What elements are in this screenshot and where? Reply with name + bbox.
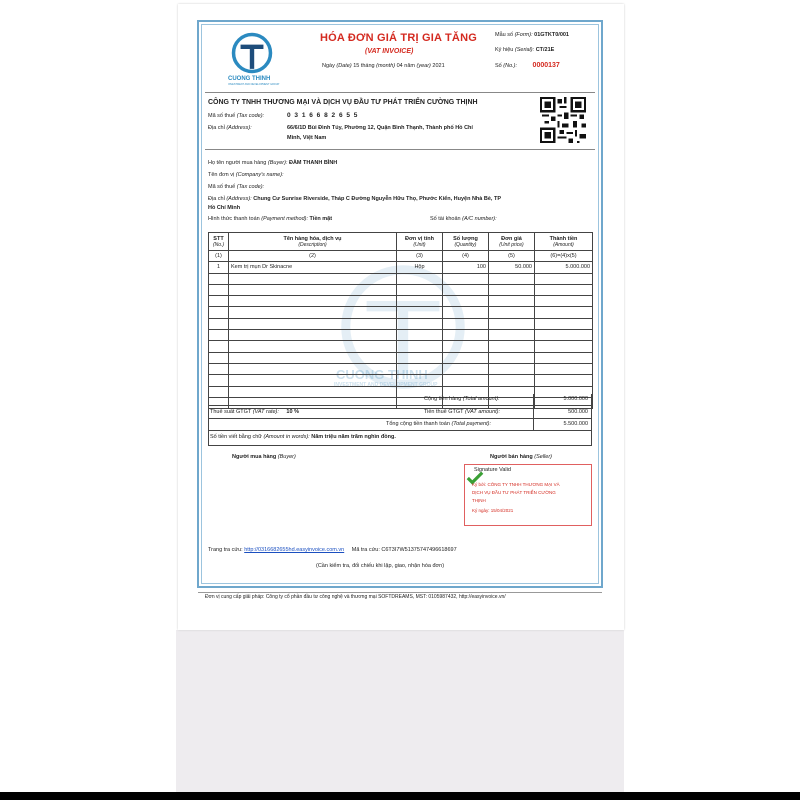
header-unit-price: Đơn giá (Unit price) <box>489 233 535 251</box>
vat-amount-label: Tiền thuế GTGT (VAT amount): <box>424 409 501 415</box>
empty-row <box>209 273 593 284</box>
empty-row <box>209 341 593 352</box>
footer-provider: Đơn vị cung cấp giải pháp: Công ty cổ phần đầu tư công nghệ và thương mại SOFTDREAMS, MST: 0105987432, http://easyinvoice.vn/ <box>205 594 506 600</box>
bottom-bar <box>0 792 800 800</box>
buyer-address-row: Địa chỉ (Address): Chung Cư Sunrise Riverside, Tháp C Đường Nguyễn Hữu Thọ, Phước Kiển, Huyện Nhà Bè, TP <box>208 196 501 202</box>
invoice-date: Ngày (Date) 15 tháng (month) 04 năm (year) 2021 <box>322 63 445 69</box>
header-quantity: Số lượng (Quantity) <box>443 233 489 251</box>
seller-tax-label: Mã số thuế (Tax code): <box>208 113 265 119</box>
buyer-company-row: Tên đơn vị (Company's name): <box>208 172 284 178</box>
empty-row <box>209 318 593 329</box>
seller-signature-label: Người bán hàng (Seller) <box>490 454 552 460</box>
watermark-tagline: INVESTMENT AND DEVELOPMENT GROUP <box>334 382 438 388</box>
seller-address-line2: Minh, Việt Nam <box>287 135 327 141</box>
subtotal-value: 5.000.000 <box>563 396 588 402</box>
lookup-row: Trang tra cứu: http://0316682655hd.easyinvoice.com.vn Mã tra cứu: C6T3I7W51375747496618697 <box>208 547 457 553</box>
header-unit: Đơn vị tính (Unit) <box>397 233 443 251</box>
index-row: (1) (2) (3) (4) (5) (6)=(4)x(5) <box>209 251 593 262</box>
empty-row <box>209 363 593 374</box>
table-row: 1 Kem trị mụn Dr Skinacne Hộp 100 50.000 5.000.000 <box>209 262 593 273</box>
subtotal-label: Cộng tiền hàng (Total amount): <box>424 396 500 402</box>
header-divider <box>205 92 595 93</box>
logo-tagline: INVESTMENT AND DEVELOPMENT GROUP <box>228 83 280 86</box>
payment-method-row: Hình thức thanh toán (Payment method): Tiền mặt <box>208 216 333 222</box>
form-number: Mẫu số (Form): 01GTKT0/001 <box>495 32 569 38</box>
header-description: Tên hàng hóa, dịch vụ (Description) <box>229 233 397 251</box>
watermark-brand: CUONG THINH <box>336 367 428 382</box>
seller-address-label: Địa chỉ (Address): <box>208 125 252 131</box>
signer-line1: Ký bởi: CÔNG TY TNHH THƯƠNG MẠI VÀ <box>472 482 560 487</box>
empty-row <box>209 296 593 307</box>
empty-row <box>209 330 593 341</box>
seller-tax-code: 0 3 1 6 6 8 2 6 5 5 <box>287 112 359 119</box>
empty-row <box>209 375 593 386</box>
table-header-row <box>209 233 593 251</box>
buyer-name-row: Họ tên người mua hàng (Buyer): ĐÀM THANH BÌNH <box>208 160 338 166</box>
seller-divider <box>205 149 595 150</box>
company-logo-icon <box>230 31 274 75</box>
items-table <box>208 232 593 409</box>
vat-rate: Thuế suất GTGT (VAT rate): 10 % <box>210 409 299 415</box>
account-number-row: Số tài khoản (A/C number): <box>430 216 497 222</box>
seller-name: CÔNG TY TNHH THƯƠNG MẠI VÀ DỊCH VỤ ĐẦU TƯ PHÁT TRIỂN CƯỜNG THỊNH <box>208 99 478 106</box>
qr-code-icon <box>540 97 586 143</box>
empty-row <box>209 352 593 363</box>
lookup-url-link[interactable]: http://0316682655hd.easyinvoice.com.vn <box>244 547 345 553</box>
footer-divider <box>198 592 602 593</box>
total-value: 5.500.000 <box>563 421 588 427</box>
invoice-title: HÓA ĐƠN GIÁ TRỊ GIA TĂNG <box>320 32 477 44</box>
logo-brand: CUONG THINH <box>228 76 271 82</box>
total-label: Tổng cộng tiền thanh toán (Total payment): <box>386 421 491 427</box>
signature-valid: Signature Valid <box>474 467 511 473</box>
buyer-tax-row: Mã số thuế (Tax code): <box>208 184 265 190</box>
buyer-signature-label: Người mua hàng (Buyer) <box>232 454 296 460</box>
serial-number: Ký hiệu (Serial): CT/21E <box>495 47 555 53</box>
header-no: STT (No.) <box>209 233 229 251</box>
buyer-address-line2: Hồ Chí Minh <box>208 205 241 211</box>
vat-amount-value: 500.000 <box>568 409 588 415</box>
signer-line3: THỊNH <box>472 498 486 503</box>
header-amount: Thành tiền (Amount) <box>535 233 593 251</box>
lookup-note: (Cần kiểm tra, đối chiếu khi lập, giao, nhận hóa đơn) <box>316 563 445 569</box>
bottom-background <box>176 630 624 792</box>
sign-date: Ký ngày: 15/04/2021 <box>472 508 514 513</box>
invoice-subtitle: (VAT INVOICE) <box>365 48 414 55</box>
signer-line2: DỊCH VỤ ĐẦU TƯ PHÁT TRIỂN CƯỜNG <box>472 490 556 495</box>
empty-row <box>209 284 593 295</box>
invoice-number: Số (No.): 0000137 <box>495 62 560 69</box>
seller-address-line1: 66/6/1D Bùi Đình Túy, Phường 12, Quận Bình Thạnh, Thành phố Hồ Chí <box>287 125 473 131</box>
empty-row <box>209 307 593 318</box>
amount-in-words: Số tiền viết bằng chữ (Amount in words): Năm triệu năm trăm nghìn đồng. <box>210 434 396 440</box>
